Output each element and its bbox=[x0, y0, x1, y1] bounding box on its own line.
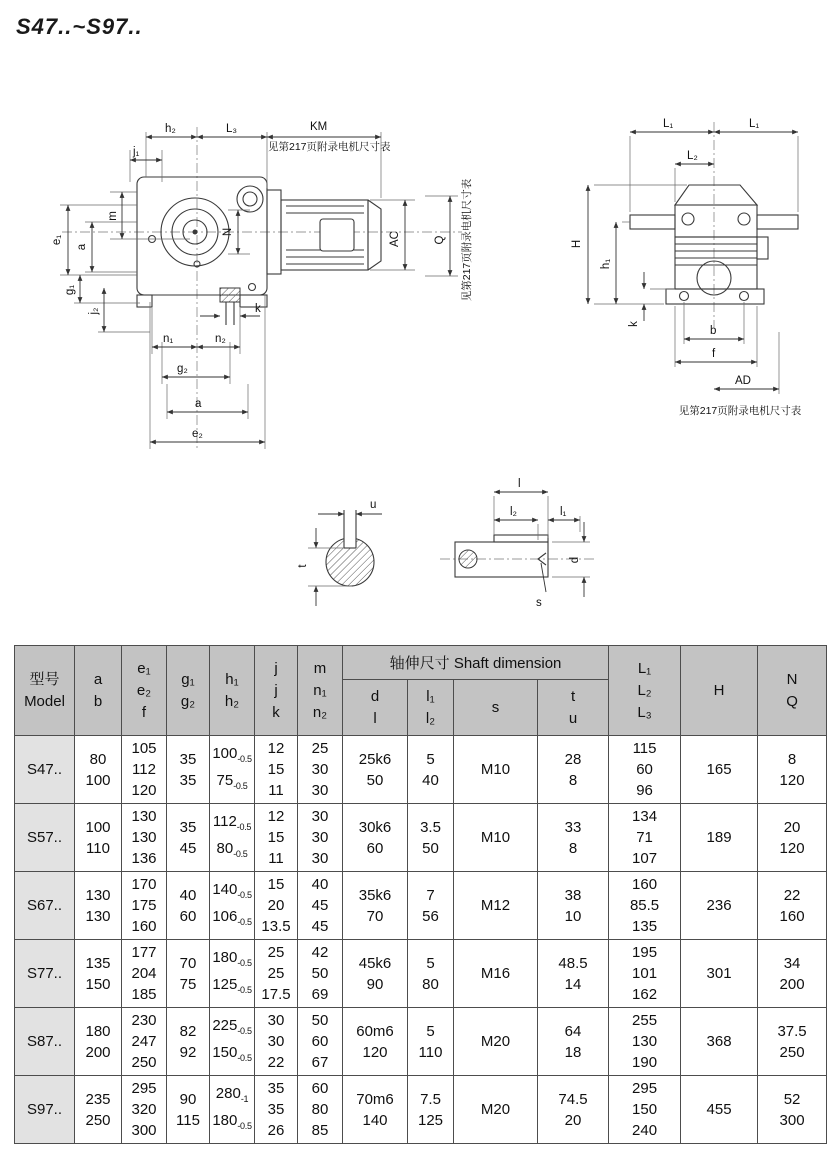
dim-cell-m: 30 30 30 bbox=[298, 804, 343, 872]
dim-label-h2: h₂ bbox=[165, 123, 176, 135]
dim-cell-NQ: 37.5 250 bbox=[758, 1008, 827, 1076]
technical-drawings bbox=[0, 92, 840, 640]
model-cell: S97.. bbox=[15, 1076, 75, 1144]
model-cell: S57.. bbox=[15, 804, 75, 872]
dim-cell-s: M10 bbox=[454, 804, 538, 872]
dim-cell-m: 50 60 67 bbox=[298, 1008, 343, 1076]
dim-cell-tu: 64 18 bbox=[538, 1008, 609, 1076]
dim-label-a-bottom: a bbox=[195, 398, 202, 410]
dim-cell-tu: 74.5 20 bbox=[538, 1076, 609, 1144]
col-header-l12: l₁ l₂ bbox=[408, 680, 454, 736]
col-header-ef: e₁ e₂ f bbox=[122, 646, 167, 736]
dim-cell-g: 35 35 bbox=[167, 736, 210, 804]
dim-label-j2: j₂ bbox=[88, 307, 100, 315]
dim-label-L1-left: L₁ bbox=[663, 118, 674, 130]
dim-cell-NQ: 8 120 bbox=[758, 736, 827, 804]
dim-label-j1: j₁ bbox=[133, 146, 140, 158]
dim-cell-ab: 80 100 bbox=[75, 736, 122, 804]
dim-cell-tu: 33 8 bbox=[538, 804, 609, 872]
dim-cell-g: 90 115 bbox=[167, 1076, 210, 1144]
motor-note-top: 见第217页附录电机尺寸表 bbox=[268, 141, 391, 153]
motor-terminal-box bbox=[320, 219, 354, 251]
dim-cell-ab: 235 250 bbox=[75, 1076, 122, 1144]
dim-cell-L: 134 71 107 bbox=[609, 804, 681, 872]
dim-label-d: d bbox=[569, 556, 581, 564]
table-row bbox=[15, 1008, 827, 1076]
dim-label-AC: AC bbox=[389, 231, 401, 247]
dim-cell-H: 189 bbox=[681, 804, 758, 872]
dim-cell-ef: 177 204 185 bbox=[122, 940, 167, 1008]
dim-cell-L: 160 85.5 135 bbox=[609, 872, 681, 940]
col-header-tu: t u bbox=[538, 680, 609, 736]
dim-cell-ef: 130 130 136 bbox=[122, 804, 167, 872]
dim-cell-NQ: 52 300 bbox=[758, 1076, 827, 1144]
col-header-shaft-group: 轴伸尺寸 Shaft dimension bbox=[343, 646, 609, 680]
dim-cell-l12: 5 40 bbox=[408, 736, 454, 804]
dim-label-h1: h₁ bbox=[600, 258, 612, 270]
col-header-h: h₁ h₂ bbox=[210, 646, 255, 736]
dim-cell-ef: 105 112 120 bbox=[122, 736, 167, 804]
dim-label-KM: KM bbox=[310, 121, 328, 133]
dim-cell-m: 40 45 45 bbox=[298, 872, 343, 940]
col-header-j: j j k bbox=[255, 646, 298, 736]
table-row bbox=[15, 804, 827, 872]
dim-label-H: H bbox=[571, 239, 583, 249]
dim-cell-h: $180_{-0.5}$ $125_{-0.5}$ bbox=[210, 940, 255, 1008]
dim-cell-m: 60 80 85 bbox=[298, 1076, 343, 1144]
dim-cell-l12: 7.5 125 bbox=[408, 1076, 454, 1144]
page-title: S47..~S97.. bbox=[16, 14, 143, 39]
gearbox-housing-outline bbox=[137, 177, 267, 325]
col-header-model: 型号 Model bbox=[15, 646, 75, 736]
dim-cell-j: 12 15 11 bbox=[255, 736, 298, 804]
dim-label-l: l bbox=[518, 478, 521, 490]
dim-cell-j: 12 15 11 bbox=[255, 804, 298, 872]
dim-cell-ab: 130 130 bbox=[75, 872, 122, 940]
model-cell: S77.. bbox=[15, 940, 75, 1008]
output-shaft-hatch bbox=[220, 288, 240, 302]
dim-label-m: m bbox=[107, 211, 119, 221]
dim-cell-ab: 135 150 bbox=[75, 940, 122, 1008]
dimension-table bbox=[14, 645, 827, 1144]
dim-label-t: t bbox=[297, 564, 309, 568]
dim-label-s: s bbox=[536, 597, 542, 609]
dim-cell-g: 40 60 bbox=[167, 872, 210, 940]
dim-cell-NQ: 20 120 bbox=[758, 804, 827, 872]
front-view-drawing bbox=[51, 121, 473, 449]
dim-label-a-left: a bbox=[76, 243, 88, 251]
dim-cell-tu: 38 10 bbox=[538, 872, 609, 940]
dim-cell-s: M20 bbox=[454, 1076, 538, 1144]
dim-label-AD: AD bbox=[735, 375, 751, 387]
table-row bbox=[15, 940, 827, 1008]
dim-cell-j: 30 30 22 bbox=[255, 1008, 298, 1076]
dim-label-g2: g₂ bbox=[177, 363, 188, 375]
dim-cell-j: 25 25 17.5 bbox=[255, 940, 298, 1008]
dim-cell-l12: 7 56 bbox=[408, 872, 454, 940]
dim-label-g1: g₁ bbox=[64, 284, 76, 296]
side-view-drawing bbox=[571, 118, 802, 417]
col-header-ab: a b bbox=[75, 646, 122, 736]
dim-cell-l12: 3.5 50 bbox=[408, 804, 454, 872]
col-header-L: L₁ L₂ L₃ bbox=[609, 646, 681, 736]
motor-note-side: 见第217页附录电机尺寸表 bbox=[678, 405, 802, 417]
dim-label-L3: L₃ bbox=[226, 123, 238, 135]
dim-cell-dl: 70m6 140 bbox=[343, 1076, 408, 1144]
table-row bbox=[15, 872, 827, 940]
dim-label-N: N bbox=[222, 227, 234, 237]
dim-cell-l12: 5 110 bbox=[408, 1008, 454, 1076]
dim-cell-s: M20 bbox=[454, 1008, 538, 1076]
dim-label-k: k bbox=[255, 303, 261, 315]
col-header-s: s bbox=[454, 680, 538, 736]
dim-cell-j: 15 20 13.5 bbox=[255, 872, 298, 940]
dim-label-l2: l₂ bbox=[510, 506, 518, 518]
col-header-NQ: N Q bbox=[758, 646, 827, 736]
dim-label-u: u bbox=[370, 499, 377, 511]
dim-label-L2: L₂ bbox=[687, 150, 698, 162]
model-cell: S67.. bbox=[15, 872, 75, 940]
shaft-side-detail bbox=[440, 478, 595, 609]
model-cell: S87.. bbox=[15, 1008, 75, 1076]
dim-cell-h: $225_{-0.5}$ $150_{-0.5}$ bbox=[210, 1008, 255, 1076]
col-header-H: H bbox=[681, 646, 758, 736]
dim-label-f: f bbox=[712, 348, 716, 360]
dim-cell-ef: 295 320 300 bbox=[122, 1076, 167, 1144]
model-cell: S47.. bbox=[15, 736, 75, 804]
dim-cell-L: 195 101 162 bbox=[609, 940, 681, 1008]
dim-cell-j: 35 35 26 bbox=[255, 1076, 298, 1144]
dim-cell-NQ: 22 160 bbox=[758, 872, 827, 940]
dim-cell-L: 295 150 240 bbox=[609, 1076, 681, 1144]
dim-cell-g: 82 92 bbox=[167, 1008, 210, 1076]
dim-label-n2: n₂ bbox=[215, 333, 226, 345]
dim-label-k-side: k bbox=[628, 321, 640, 327]
dim-label-b: b bbox=[710, 325, 717, 337]
dim-cell-tu: 48.5 14 bbox=[538, 940, 609, 1008]
dim-cell-dl: 25k6 50 bbox=[343, 736, 408, 804]
dim-cell-s: M16 bbox=[454, 940, 538, 1008]
dim-cell-L: 255 130 190 bbox=[609, 1008, 681, 1076]
dim-label-n1: n₁ bbox=[163, 333, 174, 345]
dim-label-L1-right: L₁ bbox=[749, 118, 760, 130]
shaft-section-detail bbox=[297, 499, 382, 606]
dim-cell-dl: 60m6 120 bbox=[343, 1008, 408, 1076]
table-header bbox=[15, 646, 827, 736]
table-row bbox=[15, 736, 827, 804]
dim-cell-H: 236 bbox=[681, 872, 758, 940]
dim-cell-ef: 170 175 160 bbox=[122, 872, 167, 940]
col-header-g: g₁ g₂ bbox=[167, 646, 210, 736]
motor-note-right: 见第217页附录电机尺寸表 bbox=[461, 178, 473, 302]
dim-cell-ab: 100 110 bbox=[75, 804, 122, 872]
table-body bbox=[15, 736, 827, 1144]
table-row bbox=[15, 1076, 827, 1144]
dim-cell-s: M12 bbox=[454, 872, 538, 940]
dim-cell-H: 165 bbox=[681, 736, 758, 804]
dim-cell-g: 70 75 bbox=[167, 940, 210, 1008]
dim-cell-g: 35 45 bbox=[167, 804, 210, 872]
dim-cell-H: 368 bbox=[681, 1008, 758, 1076]
dim-cell-m: 25 30 30 bbox=[298, 736, 343, 804]
dim-cell-tu: 28 8 bbox=[538, 736, 609, 804]
dim-cell-dl: 30k6 60 bbox=[343, 804, 408, 872]
dim-label-l1: l₁ bbox=[560, 506, 567, 518]
dim-cell-dl: 45k6 90 bbox=[343, 940, 408, 1008]
dim-cell-ab: 180 200 bbox=[75, 1008, 122, 1076]
col-header-m: m n₁ n₂ bbox=[298, 646, 343, 736]
dim-cell-H: 301 bbox=[681, 940, 758, 1008]
dim-cell-NQ: 34 200 bbox=[758, 940, 827, 1008]
dim-cell-s: M10 bbox=[454, 736, 538, 804]
dim-cell-dl: 35k6 70 bbox=[343, 872, 408, 940]
dim-label-e2: e₂ bbox=[192, 428, 203, 440]
col-header-dl: d l bbox=[343, 680, 408, 736]
dim-cell-l12: 5 80 bbox=[408, 940, 454, 1008]
dim-cell-ef: 230 247 250 bbox=[122, 1008, 167, 1076]
dim-cell-h: $100_{-0.5}$ $75_{-0.5}$ bbox=[210, 736, 255, 804]
dim-label-Q: Q bbox=[434, 235, 446, 245]
dim-cell-h: $112_{-0.5}$ $80_{-0.5}$ bbox=[210, 804, 255, 872]
dim-cell-m: 42 50 69 bbox=[298, 940, 343, 1008]
dim-cell-h: $280_{-1}$ $180_{-0.5}$ bbox=[210, 1076, 255, 1144]
dim-cell-H: 455 bbox=[681, 1076, 758, 1144]
dim-cell-h: $140_{-0.5}$ $106_{-0.5}$ bbox=[210, 872, 255, 940]
dim-cell-L: 115 60 96 bbox=[609, 736, 681, 804]
dim-label-e1: e₁ bbox=[51, 234, 63, 246]
